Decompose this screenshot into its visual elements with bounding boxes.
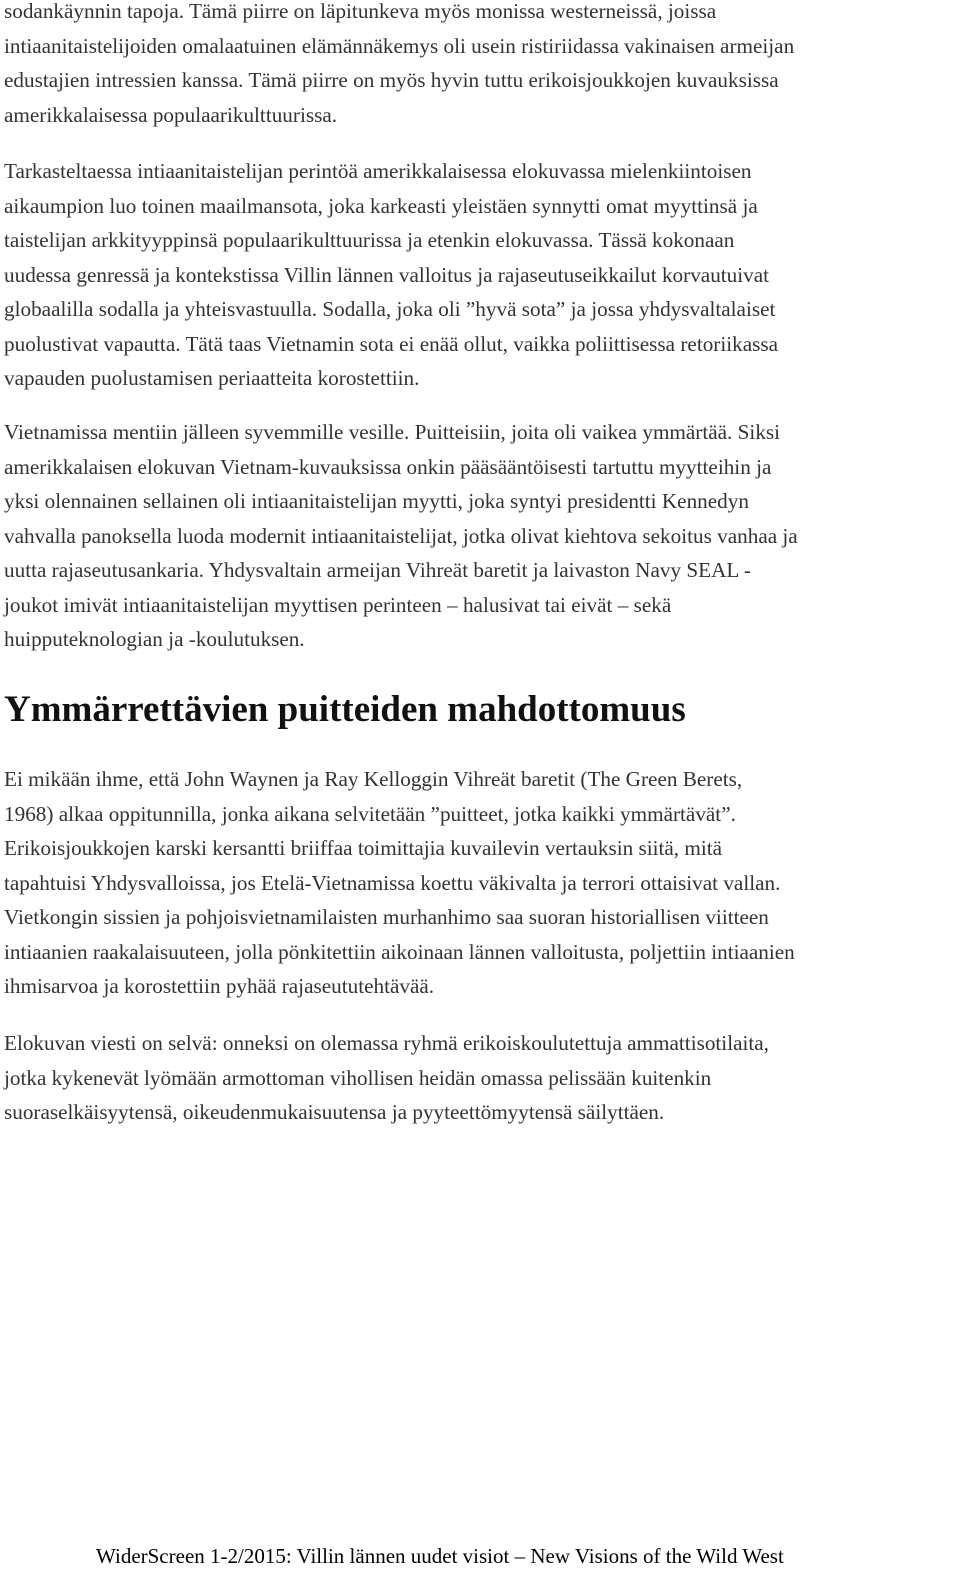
paragraph-3: Vietnamissa mentiin jälleen syvemmille vesille. Puitteisiin, joita oli vaikea ymmärtää. Siksi amerikkalaisen elokuvan Vietnam-kuvauksissa onkin pääsääntöisesti tartuttu myytteihin ja yksi olennainen sellainen oli intiaanitaistelijan myytti, joka syntyi presidentti Kennedyn vahvalla panoksella luoda modernit intiaanitaistelijat, jotka olivat kiehtova sekoitus vanhaa ja uutta rajaseutusankaria. Yhdysvaltain armeijan Vihreät baretit ja laivaston Navy SEAL - joukot imivät intiaanitaistelijan myyttisen perinteen – halusivat tai eivät – sekä huipputeknologian ja -koulutuksen. [4,420,798,651]
paragraph-4: Ei mikään ihme, että John Waynen ja Ray Kelloggin Vihreät baretit (The Green Berets, 1968) alkaa oppitunnilla, jonka aikana selvitetään ”puitteet, jotka kaikki ymmärtävät”. Erikoisjoukkojen karski kersantti briiffaa toimittajia kuvailevin vertauksin siitä, mitä tapahtuisi Yhdysvalloissa, jos Etelä-Vietnamissa koettu väkivalta ja terrori ottaisivat vallan. Vietkongin sissien ja pohjoisvietnamilaisten murhanhimo saa suoran historiallisen viitteen intiaanien raakalaisuuteen, jolla pönkitettiin aikoinaan lännen valloitusta, poljettiin intiaanien ihmisarvoa ja korostettiin pyhää rajaseututehtävää. [4,767,795,998]
page-footer: WiderScreen 1-2/2015: Villin lännen uudet visiot – New Visions of the Wild West [96,1544,784,1568]
section-heading: Ymmärrettävien puitteiden mahdottomuus [4,689,686,730]
paragraph-5: Elokuvan viesti on selvä: onneksi on olemassa ryhmä erikoiskoulutettuja ammattisotilaita, jotka kykenevät lyömään armottoman vihollisen heidän omassa pelissään kuitenkin suoraselkäisyytensä, oikeudenmukaisuutensa ja pyyteettömyytensä säilyttäen. [4,1031,769,1124]
paragraph-1: sodankäynnin tapoja. Tämä piirre on läpitunkeva myös monissa westerneissä, joissa intiaanitaistelijoiden omalaatuinen elämännäkemys oli usein ristiriidassa vakinaisen armeijan edustajien intressien kanssa. Tämä piirre on myös hyvin tuttu erikoisjoukkojen kuvauksissa amerikkalaisessa populaarikulttuurissa. [4,0,795,127]
paragraph-2: Tarkasteltaessa intiaanitaistelijan perintöä amerikkalaisessa elokuvassa mielenkiintoisen aikaumpion luo toinen maailmansota, joka karkeasti yleistäen synnytti omat myyttinsä ja taistelijan arkkityyppinsä populaarikulttuurissa ja etenkin elokuvassa. Tässä kokonaan uudessa genressä ja kontekstissa Villin lännen valloitus ja rajaseutuseikkailut korvautuivat globaalilla sodalla ja yhteisvastuulla. Sodalla, joka oli ”hyvä sota” ja jossa yhdysvaltalaiset puolustivat vapautta. Tätä taas Vietnamin sota ei enää ollut, vaikka poliittisessa retoriikassa vapauden puolustamisen periaatteita korostettiin. [4,159,779,390]
